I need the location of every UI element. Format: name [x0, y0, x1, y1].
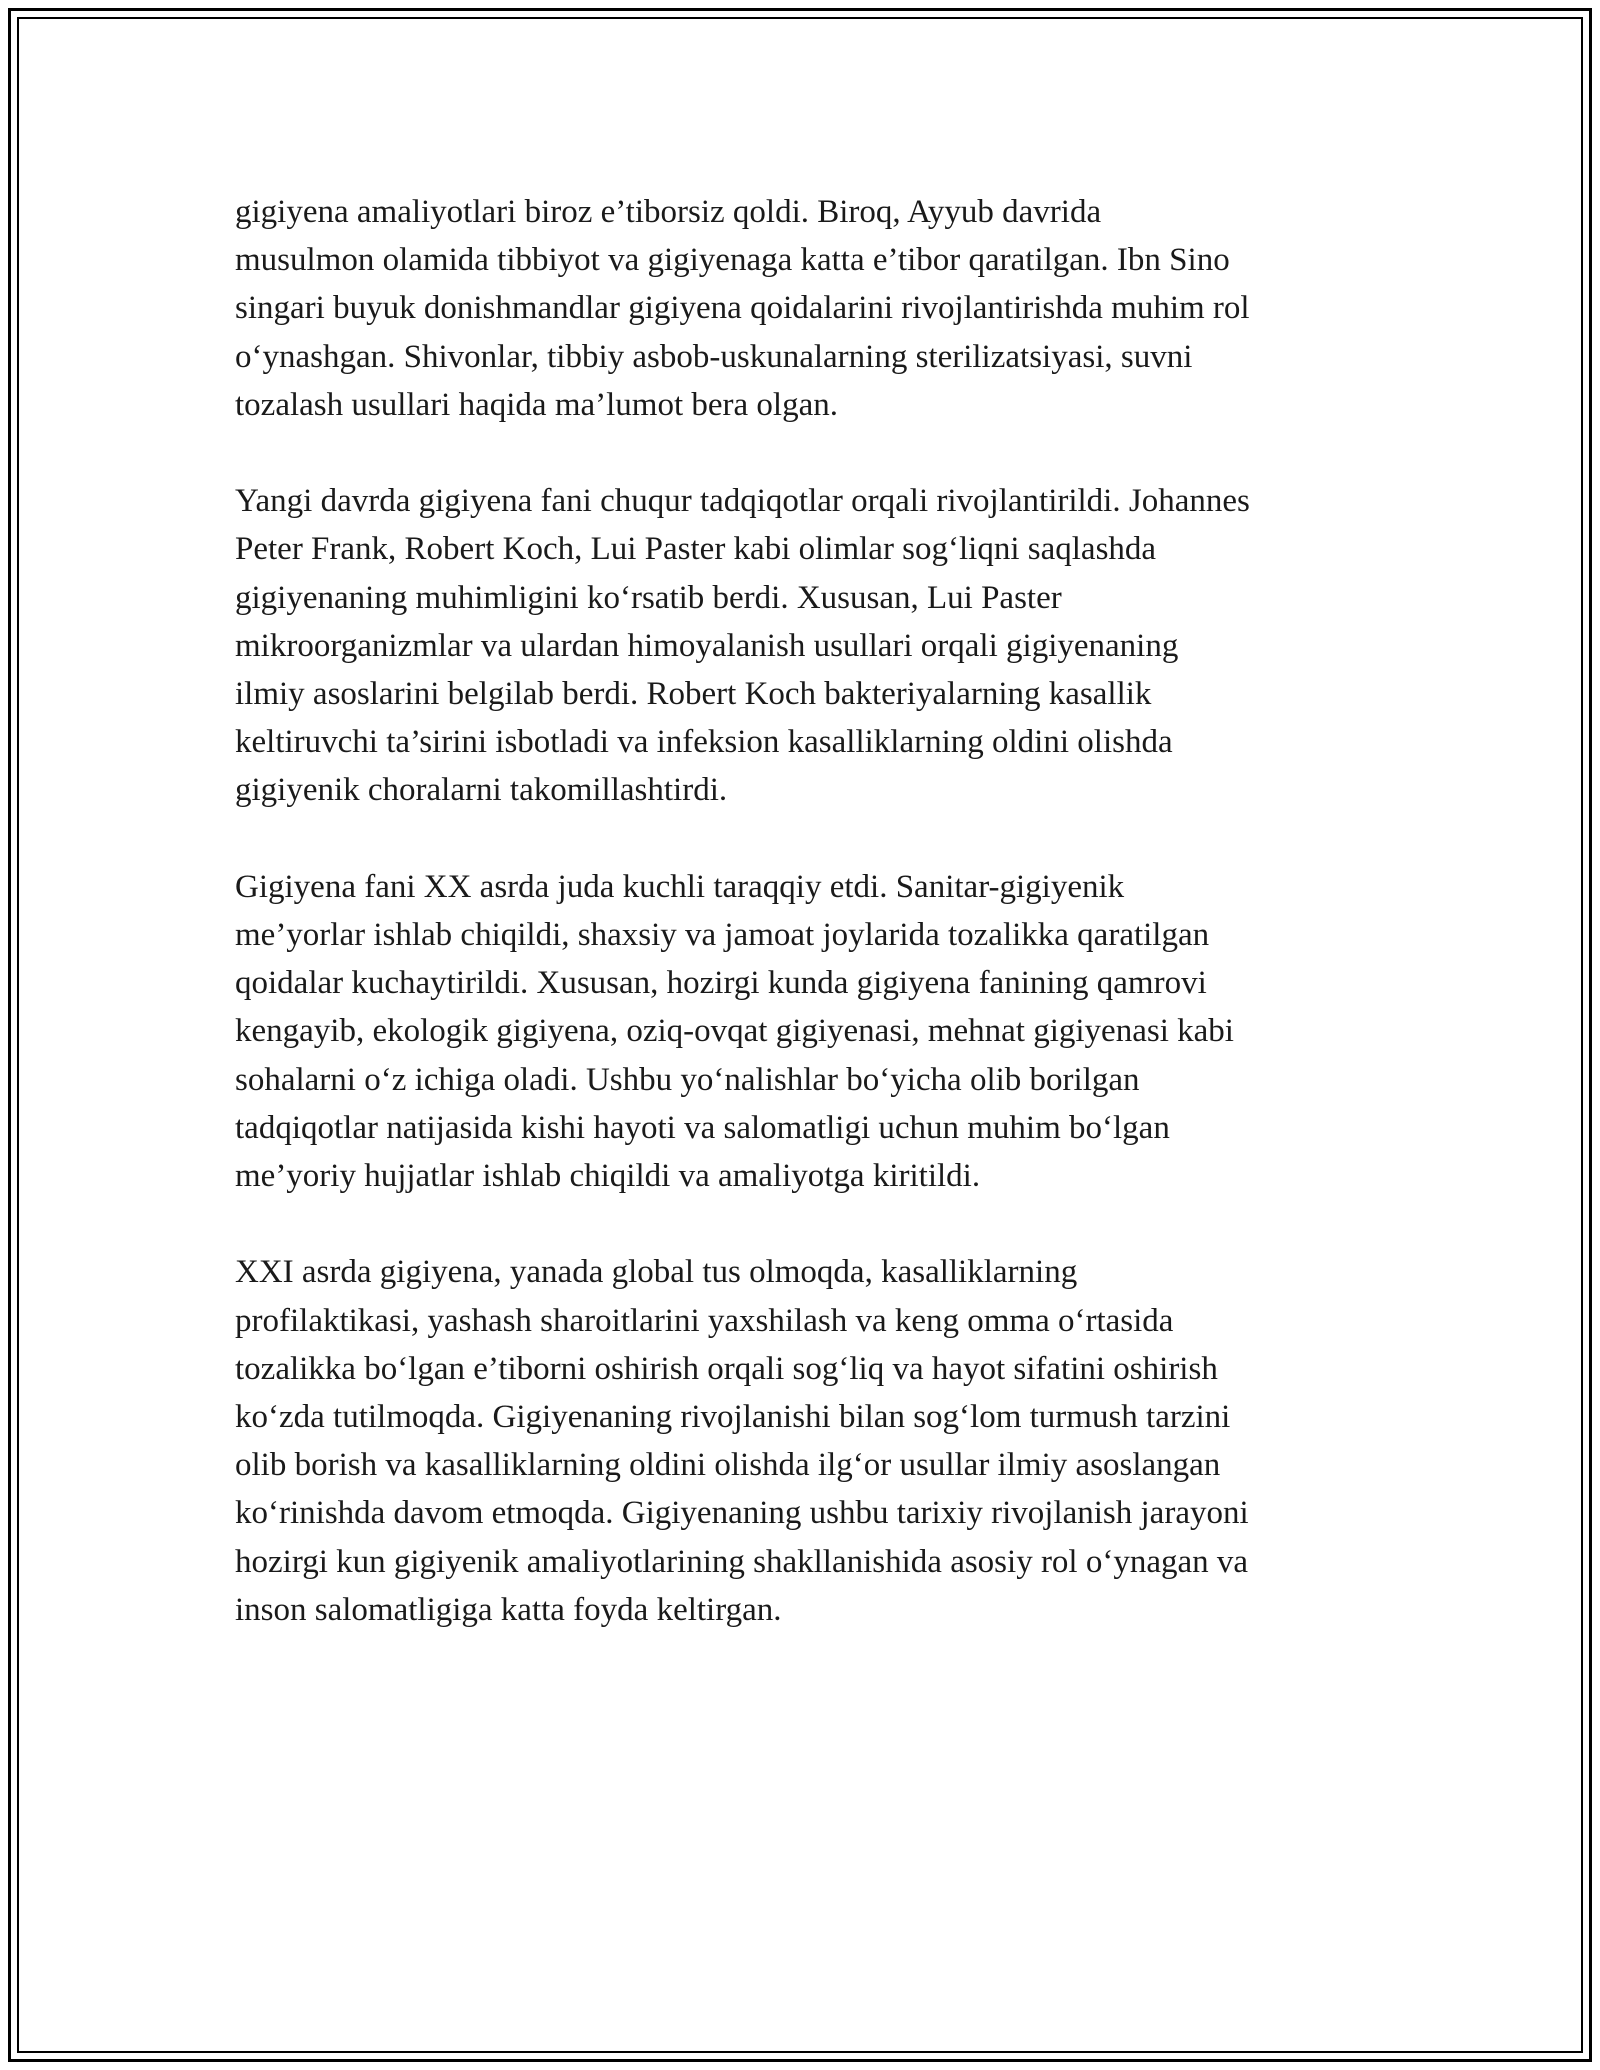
paragraph-2 [235, 477, 1375, 814]
paragraph-1 [235, 188, 1375, 429]
text-line: musulmon olamida tibbiyot va gigiyenaga katta e’tibor qaratilgan. Ibn Sino [235, 242, 1230, 279]
text-line: me’yoriy hujjatlar ishlab chiqildi va amaliyotga kiritildi. [235, 1158, 981, 1195]
text-line: sohalarni o‘z ichiga oladi. Ushbu yo‘nalishlar bo‘yicha olib borilgan [235, 1061, 1140, 1098]
text-line: gigiyenaning muhimligini ko‘rsatib berdi. Xususan, Lui Paster [235, 579, 1062, 616]
text-line: ko‘zda tutilmoqda. Gigiyenaning rivojlanishi bilan sog‘lom turmush tarzini [235, 1399, 1231, 1436]
text-line: o‘ynashgan. Shivonlar, tibbiy asbob-uskunalarning sterilizatsiyasi, suvni [235, 338, 1193, 375]
text-line: tadqiqotlar natijasida kishi hayoti va salomatligi uchun muhim bo‘lgan [235, 1109, 1170, 1146]
document-body [235, 188, 1375, 1682]
paragraph-4 [235, 1248, 1375, 1634]
text-line: singari buyuk donishmandlar gigiyena qoidalarini rivojlantirishda muhim rol [235, 290, 1250, 327]
text-line: profilaktikasi, yashash sharoitlarini yaxshilash va keng omma o‘rtasida [235, 1302, 1174, 1339]
text-line: Yangi davrda gigiyena fani chuqur tadqiqotlar orqali rivojlantirildi. Johannes [235, 483, 1250, 520]
text-line: ilmiy asoslarini belgilab berdi. Robert Koch bakteriyalarning kasallik [235, 676, 1152, 713]
text-line: kengayib, ekologik gigiyena, oziq-ovqat gigiyenasi, mehnat gigiyenasi kabi [235, 1013, 1234, 1050]
text-line: inson salomatligiga katta foyda keltirgan. [235, 1591, 782, 1628]
text-line: Gigiyena fani XX asrda juda kuchli taraqqiy etdi. Sanitar-gigiyenik [235, 868, 1125, 905]
text-line: ko‘rinishda davom etmoqda. Gigiyenaning ushbu tarixiy rivojlanish jarayoni [235, 1495, 1249, 1532]
text-line: tozalikka bo‘lgan e’tiborni oshirish orqali sog‘liq va hayot sifatini oshirish [235, 1350, 1218, 1387]
text-line: olib borish va kasalliklarning oldini olishda ilg‘or usullar ilmiy asoslangan [235, 1447, 1221, 1484]
text-line: keltiruvchi ta’sirini isbotladi va infeksion kasalliklarning oldini olishda [235, 724, 1173, 761]
text-line: tozalash usullari haqida ma’lumot bera olgan. [235, 386, 838, 423]
text-line: me’yorlar ishlab chiqildi, shaxsiy va jamoat joylarida tozalikka qaratilgan [235, 917, 1210, 954]
text-line: XXI asrda gigiyena, yanada global tus olmoqda, kasalliklarning [235, 1254, 1078, 1291]
text-line: mikroorganizmlar va ulardan himoyalanish usullari orqali gigiyenaning [235, 627, 1179, 664]
text-line: qoidalar kuchaytirildi. Xususan, hozirgi kunda gigiyena fanining qamrovi [235, 965, 1207, 1002]
text-line: gigiyena amaliyotlari biroz e’tiborsiz qoldi. Biroq, Ayyub davrida [235, 194, 1102, 230]
paragraph-3 [235, 863, 1375, 1200]
text-line: hozirgi kun gigiyenik amaliyotlarining shakllanishida asosiy rol o‘ynagan va [235, 1543, 1249, 1580]
text-line: gigiyenik choralarni takomillashtirdi. [235, 772, 728, 809]
text-line: Peter Frank, Robert Koch, Lui Paster kabi olimlar sog‘liqni saqlashda [235, 531, 1157, 568]
